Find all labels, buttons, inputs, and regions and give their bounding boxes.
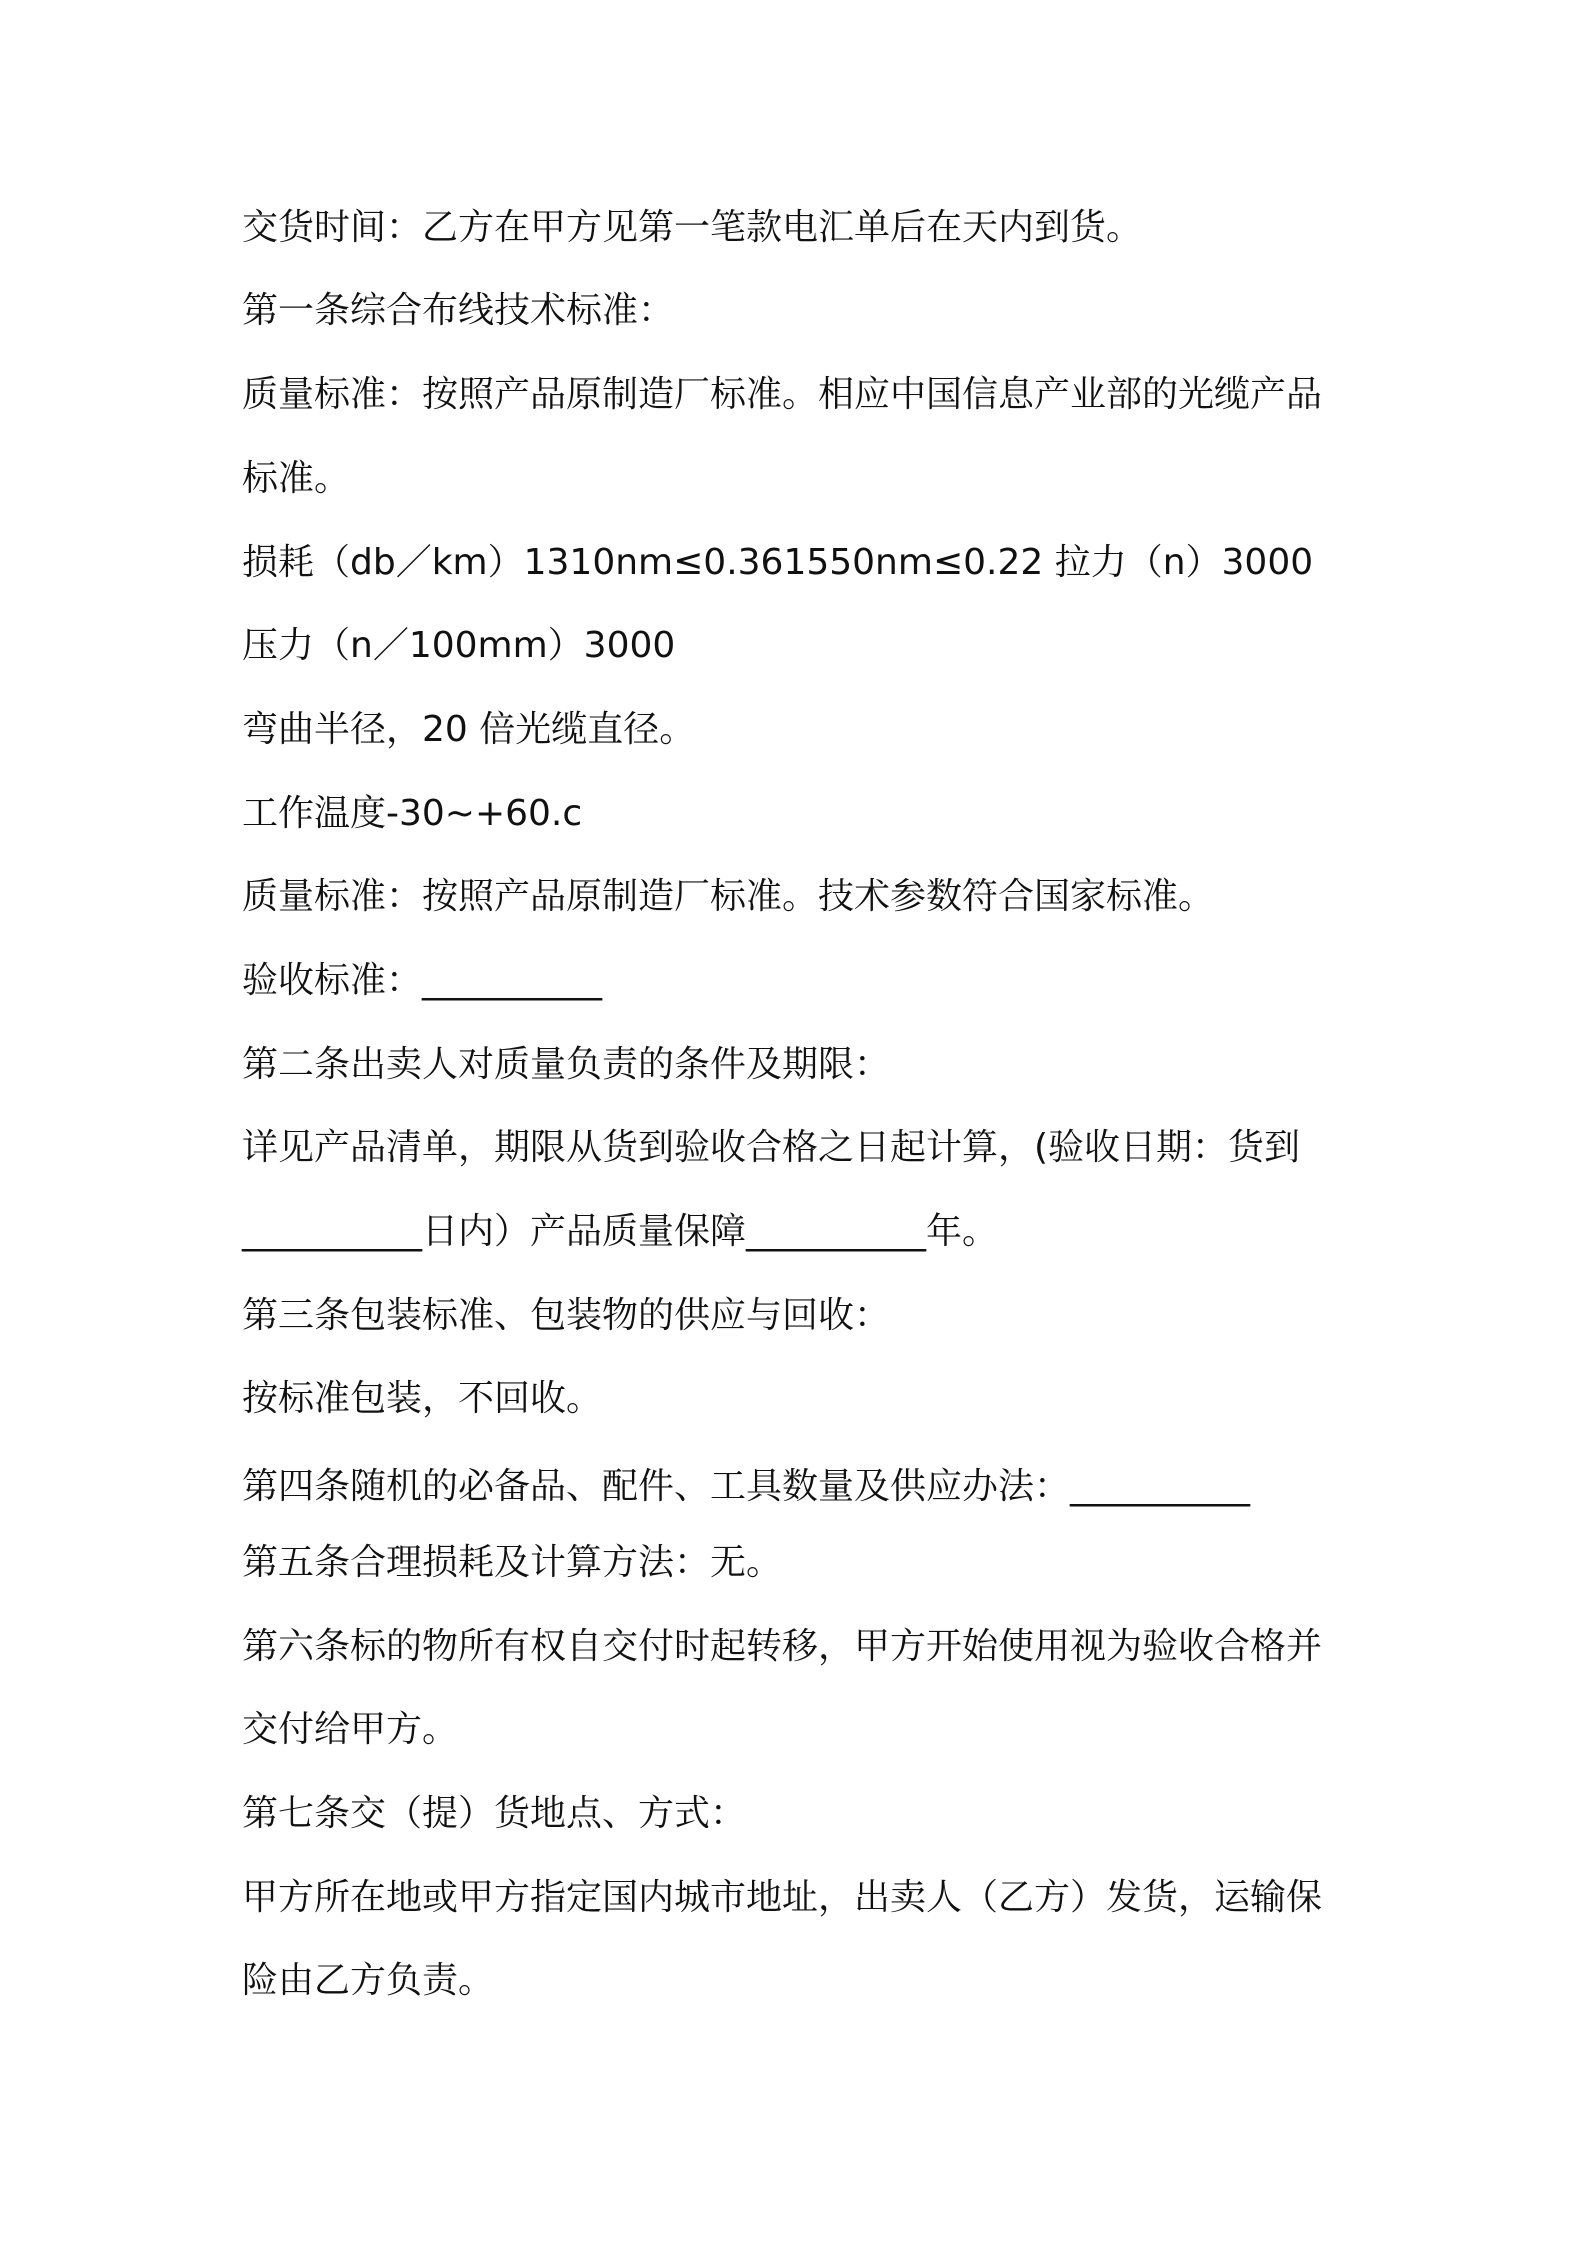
paragraph-article-6: 第六条标的物所有权自交付时起转移，甲方开始使用视为验收合格并 [242,1626,1323,1667]
paragraph-pressure-spec: 压力（n／100mm）3000 [242,625,676,666]
paragraph-packaging: 按标准包装，不回收。 [242,1378,603,1419]
heading-article-4: 第四条随机的必备品、配件、工具数量及供应办法：__________ [242,1466,1251,1507]
paragraph-quality-standard-2: 质量标准：按照产品原制造厂标准。技术参数符合国家标准。 [242,876,1215,917]
heading-article-1: 第一条综合布线技术标准： [242,290,675,331]
heading-article-5: 第五条合理损耗及计算方法：无。 [242,1542,783,1583]
paragraph-acceptance-standard: 验收标准：__________ [242,960,603,1001]
paragraph-working-temperature: 工作温度-30~+60.c [242,793,583,834]
paragraph-loss-spec: 损耗（db／km）1310nm≤0.361550nm≤0.22 拉力（n）3000 [242,542,1314,583]
paragraph-delivery-location-cont: 险由乙方负责。 [242,1960,495,2001]
paragraph-article-6-cont: 交付给甲方。 [242,1709,459,1750]
paragraph-warranty-terms: 详见产品清单，期限从货到验收合格之日起计算，(验收日期：货到 [242,1127,1301,1168]
paragraph-quality-standard-cont: 标准。 [242,458,351,499]
paragraph-quality-standard: 质量标准：按照产品原制造厂标准。相应中国信息产业部的光缆产品 [242,374,1323,415]
heading-article-7: 第七条交（提）货地点、方式： [242,1793,747,1834]
paragraph-delivery-location: 甲方所在地或甲方指定国内城市地址，出卖人（乙方）发货，运输保 [242,1877,1323,1918]
paragraph-delivery-time: 交货时间：乙方在甲方见第一笔款电汇单后在天内到货。 [242,207,1143,248]
heading-article-3: 第三条包装标准、包装物的供应与回收： [242,1295,891,1336]
paragraph-warranty-terms-cont: __________日内）产品质量保障__________年。 [242,1211,999,1252]
heading-article-2: 第二条出卖人对质量负责的条件及期限： [242,1044,891,1085]
paragraph-bend-radius: 弯曲半径，20 倍光缆直径。 [242,709,696,750]
